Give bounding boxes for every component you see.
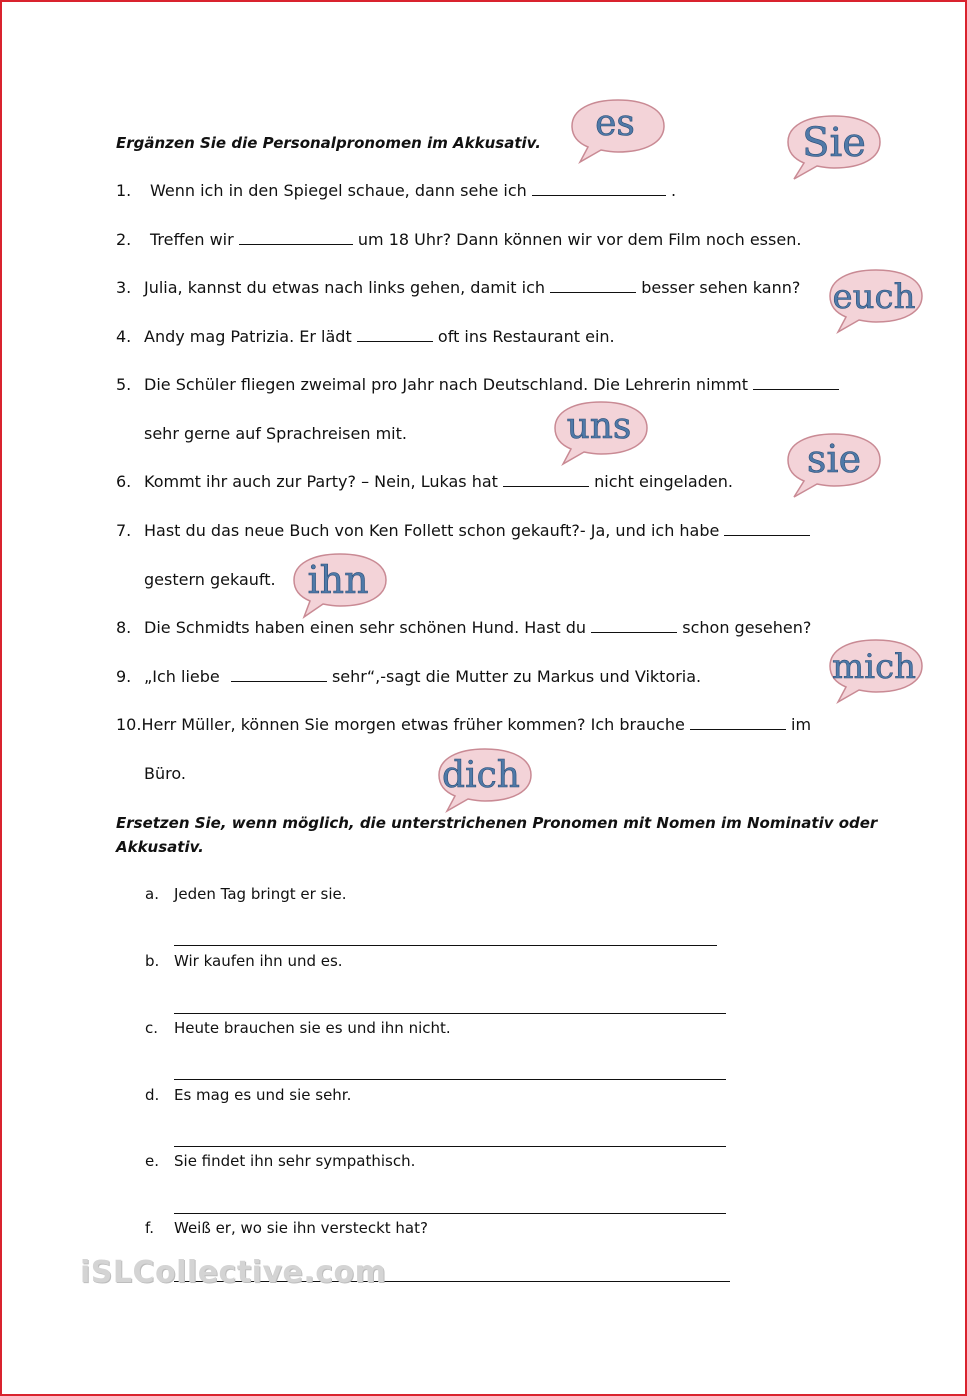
item-text: Wenn ich in den Spiegel schaue, dann sehe ich bbox=[150, 181, 527, 200]
speech-bubble-euch bbox=[826, 266, 926, 336]
item-text-after: nicht eingeladen. bbox=[594, 472, 733, 491]
item-text: „Ich liebe bbox=[144, 667, 220, 686]
speech-bubble-dich bbox=[435, 745, 535, 815]
answer-blank[interactable] bbox=[591, 618, 677, 633]
item-number: 7. bbox=[116, 521, 132, 540]
item-number: 5. bbox=[116, 375, 132, 394]
item-letter: f. bbox=[145, 1219, 154, 1237]
exercise-item-6 bbox=[116, 472, 733, 492]
bubble-word: euch bbox=[832, 277, 916, 317]
exercise-item-2 bbox=[116, 230, 801, 250]
rewrite-item-d bbox=[145, 1085, 351, 1105]
answer-blank[interactable] bbox=[231, 667, 327, 682]
rewrite-item-c bbox=[145, 1018, 451, 1038]
speech-bubble-uns bbox=[551, 398, 651, 468]
item-number: 8. bbox=[116, 618, 132, 637]
item-letter: a. bbox=[145, 885, 159, 903]
item-letter: d. bbox=[145, 1086, 160, 1104]
item-text-after: besser sehen kann? bbox=[641, 278, 801, 297]
exercise-item-10 bbox=[116, 715, 811, 735]
item-text: Sie findet ihn sehr sympathisch. bbox=[174, 1152, 416, 1170]
exercise-1-heading: Ergänzen Sie die Personalpronomen im Akkusativ. bbox=[116, 134, 541, 152]
item-text: Hast du das neue Buch von Ken Follett schon gekauft?- Ja, und ich habe bbox=[144, 521, 720, 540]
item-letter: e. bbox=[145, 1152, 159, 1170]
item-letter: c. bbox=[145, 1019, 159, 1037]
exercise-item-4 bbox=[116, 327, 615, 347]
answer-line-e[interactable] bbox=[174, 1213, 726, 1214]
answer-line-c[interactable] bbox=[174, 1079, 726, 1080]
item-text-after: sehr“,-sagt die Mutter zu Markus und Viktoria. bbox=[331, 667, 702, 686]
bubble-word: Sie bbox=[802, 120, 866, 166]
exercise-item-9 bbox=[116, 667, 701, 687]
item-text: Wir kaufen ihn und es. bbox=[174, 952, 343, 970]
item-text: Es mag es und sie sehr. bbox=[174, 1086, 352, 1104]
exercise-item-8 bbox=[116, 618, 811, 638]
item-text: Andy mag Patrizia. Er lädt bbox=[144, 327, 352, 346]
item-number: 9. bbox=[116, 667, 132, 686]
speech-bubble-mich bbox=[826, 636, 926, 706]
answer-line-b[interactable] bbox=[174, 1013, 726, 1014]
item-number: 2. bbox=[116, 230, 132, 249]
speech-bubble-sie bbox=[784, 430, 884, 500]
item-letter: b. bbox=[145, 952, 160, 970]
exercise-item-5-continued: sehr gerne auf Sprachreisen mit. bbox=[144, 424, 407, 443]
item-number: 10. bbox=[116, 715, 142, 734]
item-text: Die Schmidts haben einen sehr schönen Hund. Hast du bbox=[144, 618, 587, 637]
item-number: 1. bbox=[116, 181, 132, 200]
bubble-word: mich bbox=[831, 647, 917, 687]
exercise-2-heading bbox=[116, 811, 877, 859]
answer-blank[interactable] bbox=[724, 521, 810, 536]
item-text: Weiß er, wo sie ihn versteckt hat? bbox=[174, 1219, 428, 1237]
item-text-after: im bbox=[791, 715, 812, 734]
item-text-after: schon gesehen? bbox=[682, 618, 812, 637]
answer-blank[interactable] bbox=[239, 230, 353, 245]
item-number: 3. bbox=[116, 278, 132, 297]
item-number: 6. bbox=[116, 472, 132, 491]
exercise-2-heading-line-1: Ersetzen Sie, wenn möglich, die unterstrichenen Pronomen mit Nomen im Nominativ oder bbox=[116, 814, 878, 832]
bubble-word: ihn bbox=[307, 558, 369, 602]
answer-blank[interactable] bbox=[503, 472, 589, 487]
item-number: 4. bbox=[116, 327, 132, 346]
item-text-after: oft ins Restaurant ein. bbox=[437, 327, 615, 346]
exercise-item-5 bbox=[116, 375, 839, 395]
bubble-word: es bbox=[595, 103, 635, 144]
item-text: Herr Müller, können Sie morgen etwas früher kommen? Ich brauche bbox=[141, 715, 685, 734]
answer-line-d[interactable] bbox=[174, 1146, 726, 1147]
item-text: Treffen wir bbox=[150, 230, 234, 249]
answer-blank[interactable] bbox=[357, 327, 433, 342]
speech-bubble-Sie bbox=[784, 112, 884, 182]
item-text-after: . bbox=[670, 181, 677, 200]
item-text: Heute brauchen sie es und ihn nicht. bbox=[174, 1019, 451, 1037]
item-text: Jeden Tag bringt er sie. bbox=[174, 885, 347, 903]
speech-bubble-es bbox=[568, 96, 668, 166]
bubble-word: dich bbox=[442, 755, 520, 796]
item-text: Julia, kannst du etwas nach links gehen, damit ich bbox=[144, 278, 546, 297]
item-text: Kommt ihr auch zur Party? – Nein, Lukas hat bbox=[144, 472, 498, 491]
answer-blank[interactable] bbox=[690, 715, 786, 730]
answer-line-a[interactable] bbox=[174, 945, 717, 946]
rewrite-item-b bbox=[145, 951, 343, 971]
exercise-item-3 bbox=[116, 278, 800, 298]
item-text: Die Schüler fliegen zweimal pro Jahr nach Deutschland. Die Lehrerin nimmt bbox=[144, 375, 748, 394]
bubble-word: sie bbox=[806, 437, 862, 481]
islcollective-logo: iSLCollective.com bbox=[80, 1255, 387, 1290]
rewrite-item-f bbox=[145, 1218, 428, 1238]
speech-bubble-ihn bbox=[290, 550, 390, 620]
bubble-word: uns bbox=[566, 406, 632, 447]
exercise-item-7 bbox=[116, 521, 810, 541]
answer-blank[interactable] bbox=[550, 278, 636, 293]
exercise-item-1 bbox=[116, 181, 676, 201]
exercise-item-10-continued: Büro. bbox=[144, 764, 186, 783]
answer-blank[interactable] bbox=[753, 375, 839, 390]
rewrite-item-e bbox=[145, 1151, 415, 1171]
item-text-after: um 18 Uhr? Dann können wir vor dem Film noch essen. bbox=[357, 230, 802, 249]
exercise-item-7-continued: gestern gekauft. bbox=[144, 570, 276, 589]
answer-blank[interactable] bbox=[532, 181, 666, 196]
exercise-2-heading-line-2: Akkusativ. bbox=[116, 838, 204, 856]
rewrite-item-a bbox=[145, 884, 347, 904]
